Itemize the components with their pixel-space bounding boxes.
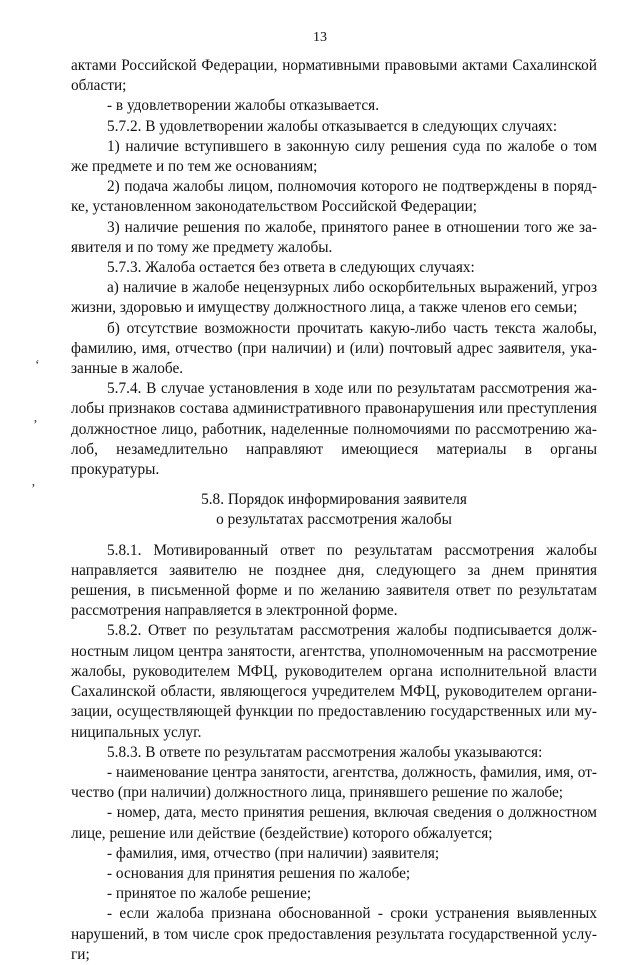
list-item: - если жалоба признана обоснованной - сроки устранения выявленных нарушений, в том числе срок предоставления результата государственной услуги; bbox=[71, 905, 597, 963]
paragraph: 5.8.1. Мотивированный ответ по результатам рассмотрения жалобы направляется заявителю не позднее дня, следующего за днем принятия решения, в письменной форме и по желанию заявителя ответ по результатам рассмотрения направляется в электронной форме. bbox=[71, 541, 597, 620]
paragraph: 2) подача жалобы лицом, полномочия которого не подтверждены в порядке, установленном законодательством Российской Федерации; bbox=[71, 178, 597, 216]
paragraph: 3) наличие решения по жалобе, принятого ранее в отношении того же заявителя и по тому же предмету жалобы. bbox=[71, 218, 597, 256]
paragraph: 5.7.4. В случае установления в ходе или по результатам рассмотрения жалобы признаков состава административного правонарушения или преступления должностное лицо, работник, наделенные полномочиями по рассмотрению жалоб, незамедлительно направляют имеющиеся материалы в органы прокуратуры. bbox=[71, 380, 597, 479]
paragraph: 5.8.3. В ответе по результатам рассмотрения жалобы указываются: bbox=[107, 743, 543, 761]
paragraph: 5.8.2. Ответ по результатам рассмотрения жалобы подписывается должностным лицом центра занятости, агентства, уполномоченным на рассмотрение жалобы, руководителем МФЦ, руководителем органа исполнительной власти Сахалинской области, являющегося учредителем МФЦ, руководителем организации, осуществляющей функции по предоставлению государственных или муниципальных услуг. bbox=[71, 622, 597, 741]
section-heading-line-2: о результатах рассмотрения жалобы bbox=[216, 511, 452, 529]
section-heading-line-1: 5.8. Порядок информирования заявителя bbox=[201, 491, 467, 509]
margin-mark: ’ bbox=[31, 482, 36, 497]
paragraph: актами Российской Федерации, нормативными правовыми актами Сахалинской области; bbox=[71, 57, 597, 95]
paragraph: а) наличие в жалобе нецензурных либо оскорбительных выражений, угроз жизни, здоровью и имуществу должностного лица, а также членов его семьи; bbox=[71, 279, 597, 317]
paragraph: 1) наличие вступившего в законную силу решения суда по жалобе о том же предмете и по тем же основаниям; bbox=[71, 137, 597, 176]
paragraph: 5.7.2. В удовлетворении жалобы отказывается в следующих случаях: bbox=[107, 117, 558, 135]
list-item: - номер, дата, место принятия решения, включая сведения о должностном лице, решение или действие (бездействие) которого обжалуется; bbox=[71, 804, 597, 842]
list-item: - наименование центра занятости, агентства, должность, фамилия, имя, отчество (при наличии) должностного лица, принявшего решение по жалобе; bbox=[71, 763, 597, 802]
list-item: - основания для принятия решения по жалобе; bbox=[107, 864, 411, 882]
page-number: 13 bbox=[313, 30, 327, 45]
paragraph: 5.7.3. Жалоба остается без ответа в следующих случаях: bbox=[107, 259, 475, 277]
paragraph: - в удовлетворении жалобы отказывается. bbox=[107, 97, 380, 115]
list-item: - фамилия, имя, отчество (при наличии) заявителя; bbox=[107, 844, 440, 862]
margin-mark: ’ bbox=[33, 418, 38, 433]
list-item: - принятое по жалобе решение; bbox=[107, 885, 312, 903]
margin-mark: ‘ bbox=[35, 358, 40, 373]
document-body bbox=[71, 56, 597, 965]
paragraph: б) отсутствие возможности прочитать какую-либо часть текста жалобы, фамилию, имя, отчество (при наличии) и (или) почтовый адрес заявителя, указанные в жалобе. bbox=[71, 319, 597, 378]
